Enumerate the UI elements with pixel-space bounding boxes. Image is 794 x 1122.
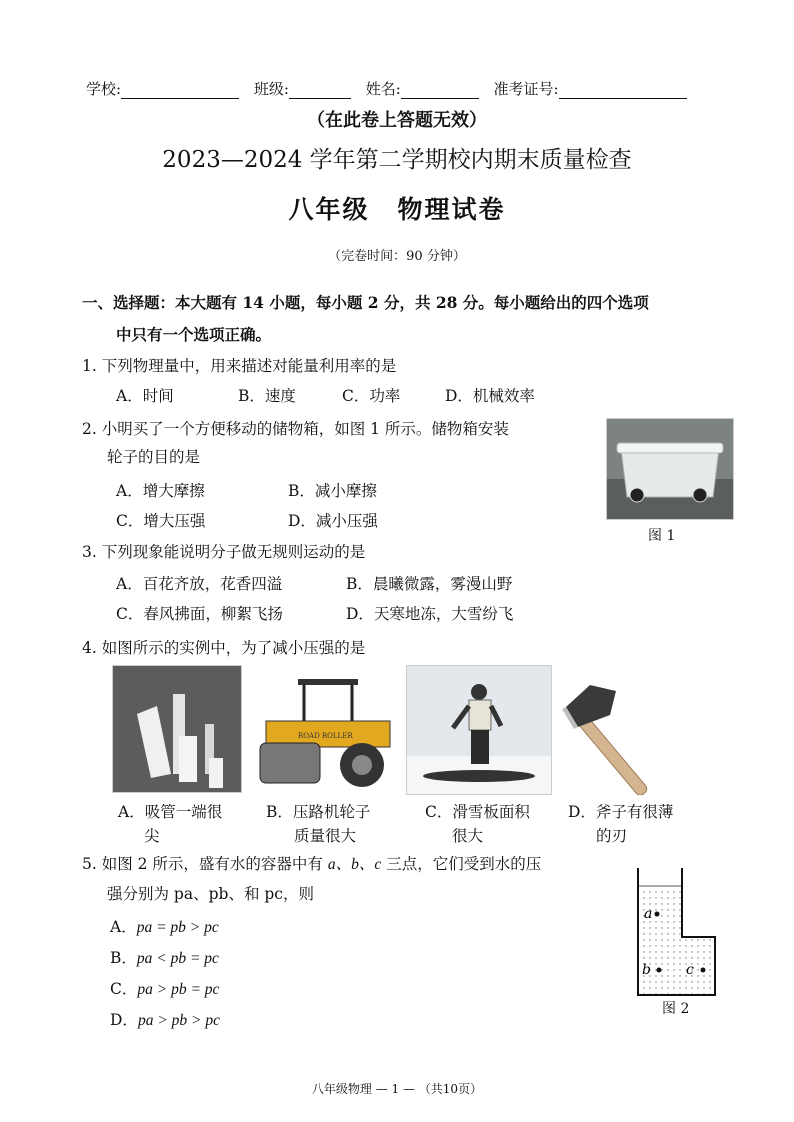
point-b [657,968,662,973]
question-1-stem: 1. 下列物理量中，用来描述对能量利用率的是 [82,357,397,375]
point-c-label: c [686,962,694,978]
q3-option-b: B．晨曦微露，雾漫山野 [346,575,513,593]
q4-option-a-line1: A．吸管一端很 [118,803,223,821]
axe-image [560,665,690,795]
q4-option-d-line2: 的刃 [596,827,628,845]
snowboarder-image [407,666,551,794]
question-4-stem: 4. 如图所示的实例中，为了减小压强的是 [82,639,366,657]
exam-title: 2023—2024 学年第二学期校内期末质量检查 [162,147,632,173]
q2-option-b: B．减小摩擦 [288,482,377,500]
q5-option-a [110,913,219,942]
q5-stem2-part2: a、pb、和 pc，则 [183,885,314,903]
figure-axe [560,665,690,795]
class-blank [289,84,351,99]
road-roller-image [258,675,394,789]
roller-label: ROAD ROLLER [298,732,353,740]
exam-header [86,78,697,99]
q1-option-a: A．时间 [116,387,174,405]
q3-option-c: C．春风拂面，柳絮飞扬 [116,605,283,623]
figure-snowboarder [406,665,552,795]
q4-option-b-line1: B．压路机轮子 [266,803,371,821]
section-line-2: 中只有一个选项正确。 [116,325,272,344]
q5-option-d-letter: D． [110,1011,138,1029]
question-3-stem: 3. 下列现象能说明分子做无规则运动的是 [82,543,366,561]
q5-stem-part1: 5. 如图 2 所示，盛有水的容器中有 [82,855,323,873]
class-label: 班级: [253,80,289,98]
section-heading [82,287,752,351]
school-blank [121,84,239,99]
q2-option-a: A．增大摩擦 [116,482,205,500]
question-2-stem-1: 2. 小明买了一个方便移动的储物箱，如图 1 所示。储物箱安装 [82,420,509,438]
q5-stem-part2: 三点，它们受到水的压 [386,855,542,873]
question-5-stem-1 [82,850,541,879]
figure-2-caption: 图 2 [662,1001,690,1017]
q4-option-c-line1: C．滑雪板面积 [425,803,530,821]
figure-1-caption: 图 1 [648,528,676,544]
q5-option-b [110,944,219,973]
q5-option-c-relation: pa > pb = pc [137,981,220,998]
straw-image [113,666,241,792]
figure-1-storage-box [606,418,734,520]
figure-straw [112,665,242,793]
q2-option-d: D．减小压强 [288,512,378,530]
section-line-1: 一、选择题：本大题有 14 小题，每小题 2 分，共 28 分。每小题给出的四个选项 [82,293,649,312]
q4-option-b-line2: 质量很大 [294,827,357,845]
storage-box-image [607,419,733,519]
q4-option-c-line2: 很大 [452,827,484,845]
q4-option-d-line1: D．斧子有很薄 [568,803,674,821]
q4-option-a-line2: 尖 [144,827,160,845]
q1-option-b: B．速度 [238,387,296,405]
subject-label: 物理试卷 [397,195,506,224]
q5-option-c-letter: C． [110,980,138,998]
point-a [655,912,660,917]
q5-option-d [110,1006,220,1035]
q5-option-c [110,975,219,1004]
school-label: 学校: [86,80,122,98]
point-c [701,968,706,973]
exam-no-label: 准考证号: [493,80,559,98]
name-blank [401,84,479,99]
q2-option-c: C．增大压强 [116,512,206,530]
figure-road-roller [258,675,394,789]
grade-label: 八年级 [288,195,370,224]
q1-option-d: D．机械效率 [445,387,535,405]
q5-option-b-letter: B． [110,949,137,967]
question-2-stem-2: 轮子的目的是 [107,448,201,466]
paper-title [0,190,794,226]
invalid-notice: （在此卷上答题无效） [307,110,487,131]
point-b-label: b [642,962,651,978]
exam-no-blank [559,84,687,99]
q3-option-a: A．百花齐放，花香四溢 [116,575,283,593]
point-a-label: a [644,906,653,922]
q5-option-a-relation: pa = pb > pc [136,919,219,936]
q5-points: a、b、c [327,856,382,873]
container-diagram [630,866,726,998]
q5-stem2-part1: 强分别为 p [107,885,184,903]
q5-option-d-relation: pa > pb > pc [137,1012,220,1029]
time-limit: （完卷时间：90 分钟） [328,249,466,264]
page-footer: 八年级物理 — 1 — （共10页） [311,1082,483,1096]
q1-option-c: C．功率 [342,387,401,405]
name-label: 姓名: [365,80,401,98]
figure-2-container [630,866,726,998]
q3-option-d: D．天寒地冻，大雪纷飞 [346,605,514,623]
q5-option-a-letter: A． [110,918,137,936]
question-5-stem-2 [107,880,314,908]
q5-option-b-relation: pa < pb = pc [136,950,219,967]
